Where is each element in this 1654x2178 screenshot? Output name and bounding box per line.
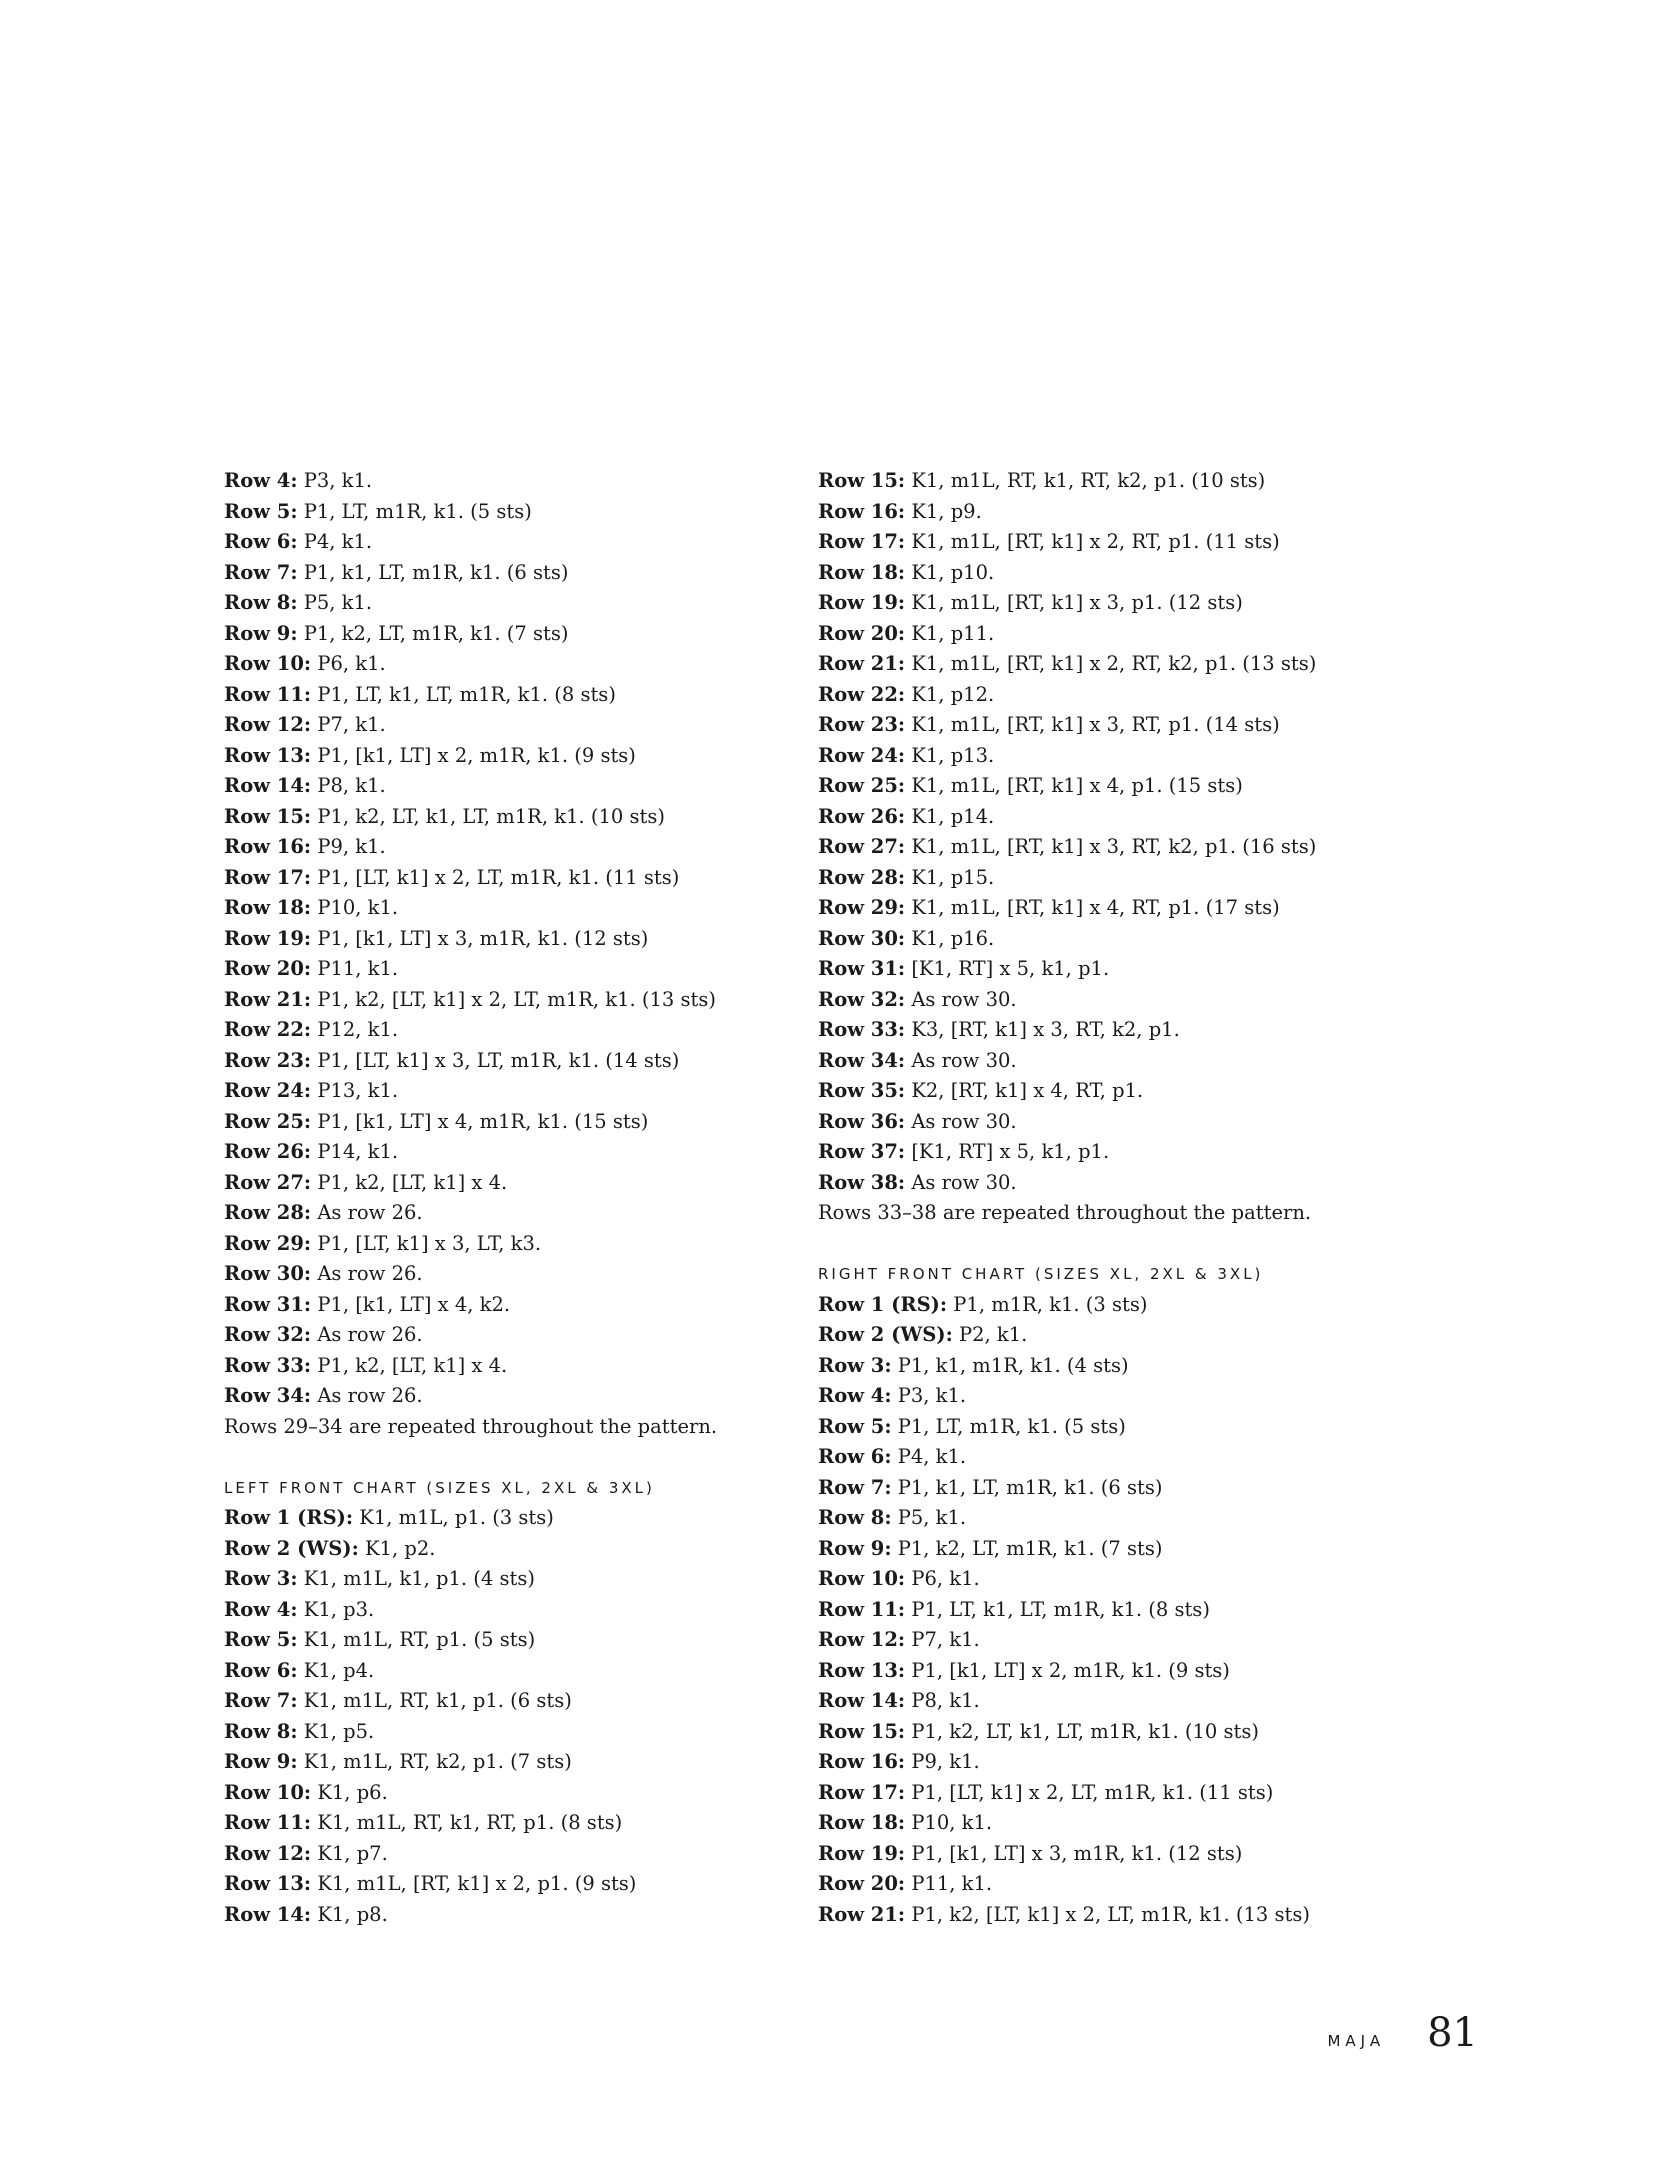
row-label: Row 7: <box>818 1475 892 1499</box>
row-text: K2, [RT, k1] x 4, RT, p1. <box>905 1079 1144 1102</box>
row-text: K1, p6. <box>311 1780 388 1804</box>
instruction-row <box>818 1473 1358 1504</box>
page-footer <box>1327 2010 1478 2056</box>
instruction-row <box>818 893 1358 924</box>
row-label: Row 20: <box>224 957 312 980</box>
section-heading: LEFT FRONT CHART (SIZES XL, 2XL & 3XL) <box>224 1478 655 1497</box>
row-text: K1, p5. <box>297 1719 375 1743</box>
instruction-row <box>224 1900 764 1931</box>
row-text: K1, p11. <box>905 621 995 645</box>
row-label: Row 10: <box>224 652 312 675</box>
page-number: 81 <box>1427 2010 1478 2056</box>
row-label: Row 27: <box>818 835 906 858</box>
row-text: K1, m1L, [RT, k1] x 2, p1. (9 sts) <box>311 1872 637 1895</box>
instruction-row <box>818 771 1358 802</box>
instruction-row <box>224 558 764 589</box>
row-text: As row 26. <box>311 1262 423 1285</box>
instruction-row <box>818 527 1358 558</box>
right-column <box>818 466 1358 1930</box>
row-text: K1, m1L, [RT, k1] x 3, RT, p1. (14 sts) <box>905 713 1280 736</box>
row-label: Row 8: <box>224 1719 298 1743</box>
instruction-row <box>818 1564 1358 1595</box>
row-label: Row 28: <box>224 1201 312 1224</box>
row-label: Row 20: <box>818 1872 906 1895</box>
instruction-row <box>818 1900 1358 1931</box>
row-text: P12, k1. <box>311 1018 399 1041</box>
instruction-row <box>818 497 1358 528</box>
row-label: Row 21: <box>818 1902 906 1926</box>
row-label: Row 24: <box>818 743 906 767</box>
section-gap <box>818 1229 1358 1260</box>
instruction-row <box>224 1046 764 1077</box>
instruction-row <box>818 1046 1358 1077</box>
row-text: P1, [k1, LT] x 3, m1R, k1. (12 sts) <box>311 926 649 950</box>
row-text: P9, k1. <box>311 835 386 858</box>
instruction-row <box>224 1686 764 1717</box>
row-label: Row 3: <box>818 1353 892 1377</box>
row-text: P7, k1. <box>311 713 386 736</box>
row-label: Row 29: <box>224 1231 312 1255</box>
row-label: Row 19: <box>224 926 312 950</box>
row-text: K1, m1L, RT, k1, RT, p1. (8 sts) <box>311 1811 623 1834</box>
instruction-row <box>224 863 764 894</box>
row-text: K1, m1L, [RT, k1] x 4, p1. (15 sts) <box>905 774 1243 797</box>
row-label: Row 34: <box>818 1048 906 1072</box>
section-gap <box>224 1442 764 1473</box>
row-text: P8, k1. <box>311 774 386 797</box>
row-text: P1, k2, LT, k1, LT, m1R, k1. (10 sts) <box>311 804 665 828</box>
row-label: Row 1 (RS): <box>224 1506 354 1529</box>
row-text: P1, [k1, LT] x 2, m1R, k1. (9 sts) <box>905 1658 1230 1682</box>
row-text: K1, m1L, [RT, k1] x 4, RT, p1. (17 sts) <box>905 896 1280 919</box>
row-label: Row 14: <box>224 1902 312 1926</box>
instruction-row <box>224 680 764 711</box>
instruction-row <box>224 893 764 924</box>
row-text: P1, k1, LT, m1R, k1. (6 sts) <box>297 560 569 584</box>
row-label: Row 22: <box>224 1018 312 1041</box>
row-text: P11, k1. <box>311 957 399 980</box>
row-text: P1, k2, [LT, k1] x 2, LT, m1R, k1. (13 sts) <box>905 1902 1310 1926</box>
row-label: Row 25: <box>818 774 906 797</box>
right-front-chart-rows <box>818 1290 1358 1931</box>
row-text: K1, p9. <box>905 499 982 523</box>
instruction-row <box>818 1595 1358 1626</box>
row-label: Row 25: <box>224 1109 312 1133</box>
row-label: Row 11: <box>224 1811 312 1834</box>
row-text: P11, k1. <box>905 1872 993 1895</box>
row-label: Row 33: <box>818 1018 906 1041</box>
instruction-row <box>224 1717 764 1748</box>
row-label: Row 9: <box>224 1750 298 1773</box>
instruction-row <box>224 1229 764 1260</box>
instruction-row <box>818 1076 1358 1107</box>
row-text: K1, p3. <box>297 1597 375 1621</box>
row-text: P1, k2, LT, m1R, k1. (7 sts) <box>297 621 569 645</box>
row-label: Row 9: <box>224 621 298 645</box>
row-text: P6, k1. <box>905 1567 980 1590</box>
row-text: P2, k1. <box>952 1323 1028 1346</box>
row-label: Row 4: <box>224 469 298 492</box>
row-text: P1, k2, [LT, k1] x 4. <box>311 1353 508 1377</box>
instruction-row <box>818 954 1358 985</box>
row-label: Row 18: <box>818 1811 906 1834</box>
instruction-row <box>224 1259 764 1290</box>
row-label: Row 32: <box>818 987 906 1011</box>
row-text: K1, m1L, RT, k1, p1. (6 sts) <box>297 1689 572 1712</box>
instruction-row <box>818 710 1358 741</box>
row-text: P4, k1. <box>297 530 373 553</box>
instruction-row <box>818 1107 1358 1138</box>
instruction-row <box>818 1290 1358 1321</box>
left-column <box>224 466 764 1930</box>
instruction-row <box>224 1808 764 1839</box>
instruction-row <box>224 710 764 741</box>
row-label: Row 7: <box>224 1689 298 1712</box>
row-text: As row 30. <box>905 1048 1017 1072</box>
row-text: P1, LT, m1R, k1. (5 sts) <box>297 499 532 523</box>
row-text: P7, k1. <box>905 1628 980 1651</box>
left-front-chart-rows <box>224 1503 764 1930</box>
instruction-row <box>224 1503 764 1534</box>
row-label: Row 13: <box>818 1658 906 1682</box>
row-text: K1, m1L, [RT, k1] x 2, RT, k2, p1. (13 sts) <box>905 652 1317 675</box>
left-front-rows-continued <box>818 466 1358 1198</box>
row-label: Row 29: <box>818 896 906 919</box>
instruction-row <box>818 1412 1358 1443</box>
row-label: Row 19: <box>818 591 906 614</box>
row-label: Row 33: <box>224 1353 312 1377</box>
instruction-row <box>818 619 1358 650</box>
instruction-row <box>224 1564 764 1595</box>
row-label: Row 30: <box>818 926 906 950</box>
instruction-row <box>224 1778 764 1809</box>
row-label: Row 8: <box>818 1506 892 1529</box>
instruction-row <box>224 466 764 497</box>
row-label: Row 10: <box>224 1780 312 1804</box>
instruction-row <box>224 1015 764 1046</box>
row-text: K1, m1L, RT, k1, RT, k2, p1. (10 sts) <box>905 469 1266 492</box>
instruction-row <box>818 1320 1358 1351</box>
row-text: P6, k1. <box>311 652 386 675</box>
row-label: Row 12: <box>224 713 312 736</box>
row-text: P4, k1. <box>891 1445 967 1468</box>
row-text: As row 30. <box>905 987 1017 1011</box>
row-text: K1, p16. <box>905 926 995 950</box>
row-label: Row 5: <box>818 1414 892 1438</box>
row-label: Row 12: <box>224 1841 312 1865</box>
row-text: K1, m1L, k1, p1. (4 sts) <box>297 1567 535 1590</box>
instruction-row <box>818 1717 1358 1748</box>
instruction-row <box>818 1625 1358 1656</box>
instruction-row <box>818 466 1358 497</box>
row-label: Row 13: <box>224 743 312 767</box>
row-label: Row 11: <box>818 1597 906 1621</box>
instruction-row <box>224 1595 764 1626</box>
row-label: Row 13: <box>224 1872 312 1895</box>
row-text: K1, m1L, RT, p1. (5 sts) <box>297 1628 536 1651</box>
instruction-row <box>818 1442 1358 1473</box>
instruction-row <box>818 985 1358 1016</box>
instruction-row <box>818 1137 1358 1168</box>
row-label: Row 31: <box>224 1292 312 1316</box>
instruction-row <box>818 1015 1358 1046</box>
row-text: P13, k1. <box>311 1079 399 1102</box>
instruction-row <box>818 558 1358 589</box>
instruction-row <box>818 1778 1358 1809</box>
row-label: Row 20: <box>818 621 906 645</box>
row-label: Row 4: <box>818 1384 892 1407</box>
row-text: P1, LT, k1, LT, m1R, k1. (8 sts) <box>311 682 616 706</box>
row-text: K1, p8. <box>311 1902 388 1926</box>
instruction-row <box>818 1534 1358 1565</box>
instruction-row <box>224 771 764 802</box>
repeat-note: Rows 29–34 are repeated throughout the pattern. <box>224 1414 718 1438</box>
row-text: P10, k1. <box>311 896 399 919</box>
row-label: Row 7: <box>224 560 298 584</box>
row-text: P1, LT, k1, LT, m1R, k1. (8 sts) <box>905 1597 1210 1621</box>
row-label: Row 12: <box>818 1628 906 1651</box>
instruction-row <box>224 1534 764 1565</box>
row-text: P5, k1. <box>891 1506 967 1529</box>
row-text: P10, k1. <box>905 1811 993 1834</box>
instruction-row <box>224 497 764 528</box>
instruction-row <box>224 832 764 863</box>
row-text: As row 26. <box>311 1384 423 1407</box>
row-text: P1, k1, LT, m1R, k1. (6 sts) <box>891 1475 1163 1499</box>
row-text: P14, k1. <box>311 1140 399 1163</box>
instruction-row <box>224 588 764 619</box>
row-label: Row 27: <box>224 1170 312 1194</box>
row-text: K1, m1L, [RT, k1] x 3, p1. (12 sts) <box>905 591 1243 614</box>
row-text: P1, m1R, k1. (3 sts) <box>947 1292 1148 1316</box>
row-label: Row 3: <box>224 1567 298 1590</box>
row-text: P3, k1. <box>891 1384 967 1407</box>
row-label: Row 11: <box>224 682 312 706</box>
row-label: Row 17: <box>818 1780 906 1804</box>
row-label: Row 9: <box>818 1536 892 1560</box>
row-label: Row 15: <box>818 1719 906 1743</box>
row-label: Row 6: <box>224 530 298 553</box>
instruction-row <box>224 1656 764 1687</box>
row-text: P1, [k1, LT] x 4, k2. <box>311 1292 511 1316</box>
row-text: K1, p15. <box>905 865 995 889</box>
row-text: P1, k1, m1R, k1. (4 sts) <box>891 1353 1129 1377</box>
row-text: K1, p13. <box>905 743 995 767</box>
row-text: As row 30. <box>905 1109 1017 1133</box>
row-label: Row 24: <box>224 1079 312 1102</box>
row-label: Row 2 (WS): <box>224 1536 359 1560</box>
row-label: Row 2 (WS): <box>818 1323 953 1346</box>
row-label: Row 38: <box>818 1170 906 1194</box>
row-label: Row 5: <box>224 499 298 523</box>
row-text: P1, [LT, k1] x 3, LT, m1R, k1. (14 sts) <box>311 1048 680 1072</box>
row-label: Row 17: <box>818 530 906 553</box>
instruction-row <box>224 985 764 1016</box>
instruction-row <box>224 1168 764 1199</box>
row-label: Row 37: <box>818 1140 906 1163</box>
instruction-row <box>818 863 1358 894</box>
instruction-row <box>224 924 764 955</box>
row-label: Row 21: <box>818 652 906 675</box>
row-text: P1, [LT, k1] x 2, LT, m1R, k1. (11 sts) <box>905 1780 1274 1804</box>
instruction-row <box>224 1107 764 1138</box>
row-text: K1, m1L, [RT, k1] x 3, RT, k2, p1. (16 sts) <box>905 835 1317 858</box>
row-label: Row 23: <box>818 713 906 736</box>
row-text: P1, [LT, k1] x 3, LT, k3. <box>311 1231 542 1255</box>
row-text: P1, [k1, LT] x 3, m1R, k1. (12 sts) <box>905 1841 1243 1865</box>
book-title: MAJA <box>1327 2032 1386 2050</box>
row-text: As row 26. <box>311 1201 423 1224</box>
row-text: [K1, RT] x 5, k1, p1. <box>905 1140 1110 1163</box>
row-text: P3, k1. <box>297 469 373 492</box>
instruction-row <box>818 1839 1358 1870</box>
instruction-row <box>224 1137 764 1168</box>
row-label: Row 15: <box>818 469 906 492</box>
instruction-row <box>818 832 1358 863</box>
instruction-row <box>224 1198 764 1229</box>
row-label: Row 26: <box>224 1140 312 1163</box>
instruction-row <box>818 1381 1358 1412</box>
instruction-row <box>818 1808 1358 1839</box>
row-label: Row 10: <box>818 1567 906 1590</box>
row-label: Row 28: <box>818 865 906 889</box>
repeat-note: Rows 33–38 are repeated throughout the pattern. <box>818 1201 1312 1224</box>
instruction-row <box>224 1869 764 1900</box>
row-label: Row 26: <box>818 804 906 828</box>
row-label: Row 23: <box>224 1048 312 1072</box>
row-label: Row 15: <box>224 804 312 828</box>
row-text: P1, [k1, LT] x 4, m1R, k1. (15 sts) <box>311 1109 649 1133</box>
row-label: Row 34: <box>224 1384 312 1407</box>
row-text: K1, p10. <box>905 560 995 584</box>
instruction-row <box>224 741 764 772</box>
row-label: Row 19: <box>818 1841 906 1865</box>
instruction-row <box>224 619 764 650</box>
row-label: Row 14: <box>224 774 312 797</box>
row-text: K1, p12. <box>905 682 995 706</box>
row-text: P5, k1. <box>297 591 373 614</box>
instruction-row <box>224 649 764 680</box>
instruction-row <box>224 954 764 985</box>
row-text: As row 26. <box>311 1323 423 1346</box>
instruction-row <box>818 680 1358 711</box>
instruction-row <box>818 1747 1358 1778</box>
instruction-row <box>818 802 1358 833</box>
instruction-row <box>818 1503 1358 1534</box>
row-label: Row 17: <box>224 865 312 889</box>
instruction-row <box>818 924 1358 955</box>
instruction-row <box>818 741 1358 772</box>
row-text: K1, m1L, [RT, k1] x 2, RT, p1. (11 sts) <box>905 530 1280 553</box>
instruction-row <box>224 1076 764 1107</box>
row-label: Row 21: <box>224 987 312 1011</box>
instruction-row <box>224 1381 764 1412</box>
left-rows-continued <box>224 466 764 1412</box>
section-heading: RIGHT FRONT CHART (SIZES XL, 2XL & 3XL) <box>818 1265 1264 1283</box>
row-text: K1, p7. <box>311 1841 388 1865</box>
row-text: K1, m1L, p1. (3 sts) <box>353 1506 554 1529</box>
instruction-row <box>224 1351 764 1382</box>
instruction-row <box>818 1686 1358 1717</box>
instruction-row <box>224 802 764 833</box>
row-text: P1, [LT, k1] x 2, LT, m1R, k1. (11 sts) <box>311 865 680 889</box>
row-label: Row 35: <box>818 1079 906 1102</box>
row-label: Row 5: <box>224 1628 298 1651</box>
instruction-row <box>224 1320 764 1351</box>
row-text: P1, [k1, LT] x 2, m1R, k1. (9 sts) <box>311 743 636 767</box>
row-text: P1, k2, LT, k1, LT, m1R, k1. (10 sts) <box>905 1719 1259 1743</box>
row-text: P9, k1. <box>905 1750 980 1773</box>
row-text: P1, k2, [LT, k1] x 2, LT, m1R, k1. (13 sts) <box>311 987 716 1011</box>
instruction-row <box>818 1656 1358 1687</box>
row-label: Row 6: <box>224 1658 298 1682</box>
row-label: Row 6: <box>818 1445 892 1468</box>
row-label: Row 4: <box>224 1597 298 1621</box>
instruction-row <box>818 1168 1358 1199</box>
row-label: Row 31: <box>818 957 906 980</box>
row-text: K1, p14. <box>905 804 995 828</box>
row-label: Row 14: <box>818 1689 906 1712</box>
row-text: P1, k2, [LT, k1] x 4. <box>311 1170 508 1194</box>
row-label: Row 18: <box>818 560 906 584</box>
row-text: K1, m1L, RT, k2, p1. (7 sts) <box>297 1750 572 1773</box>
row-label: Row 16: <box>224 835 312 858</box>
row-text: K1, p2. <box>358 1536 436 1560</box>
instruction-row <box>818 1869 1358 1900</box>
instruction-row <box>224 527 764 558</box>
row-label: Row 8: <box>224 591 298 614</box>
row-label: Row 30: <box>224 1262 312 1285</box>
row-text: P8, k1. <box>905 1689 980 1712</box>
row-label: Row 18: <box>224 896 312 919</box>
instruction-row <box>818 649 1358 680</box>
row-label: Row 22: <box>818 682 906 706</box>
row-text: P1, k2, LT, m1R, k1. (7 sts) <box>891 1536 1163 1560</box>
row-label: Row 16: <box>818 499 906 523</box>
instruction-row <box>224 1747 764 1778</box>
instruction-row <box>224 1839 764 1870</box>
row-text: K1, p4. <box>297 1658 375 1682</box>
row-text: As row 30. <box>905 1170 1017 1194</box>
instruction-row <box>224 1625 764 1656</box>
row-label: Row 1 (RS): <box>818 1292 948 1316</box>
instruction-row <box>818 1351 1358 1382</box>
instruction-row <box>224 1290 764 1321</box>
row-text: K3, [RT, k1] x 3, RT, k2, p1. <box>905 1018 1180 1041</box>
row-text: P1, LT, m1R, k1. (5 sts) <box>891 1414 1126 1438</box>
row-label: Row 32: <box>224 1323 312 1346</box>
row-label: Row 16: <box>818 1750 906 1773</box>
row-label: Row 36: <box>818 1109 906 1133</box>
row-text: [K1, RT] x 5, k1, p1. <box>905 957 1110 980</box>
instruction-row <box>818 588 1358 619</box>
